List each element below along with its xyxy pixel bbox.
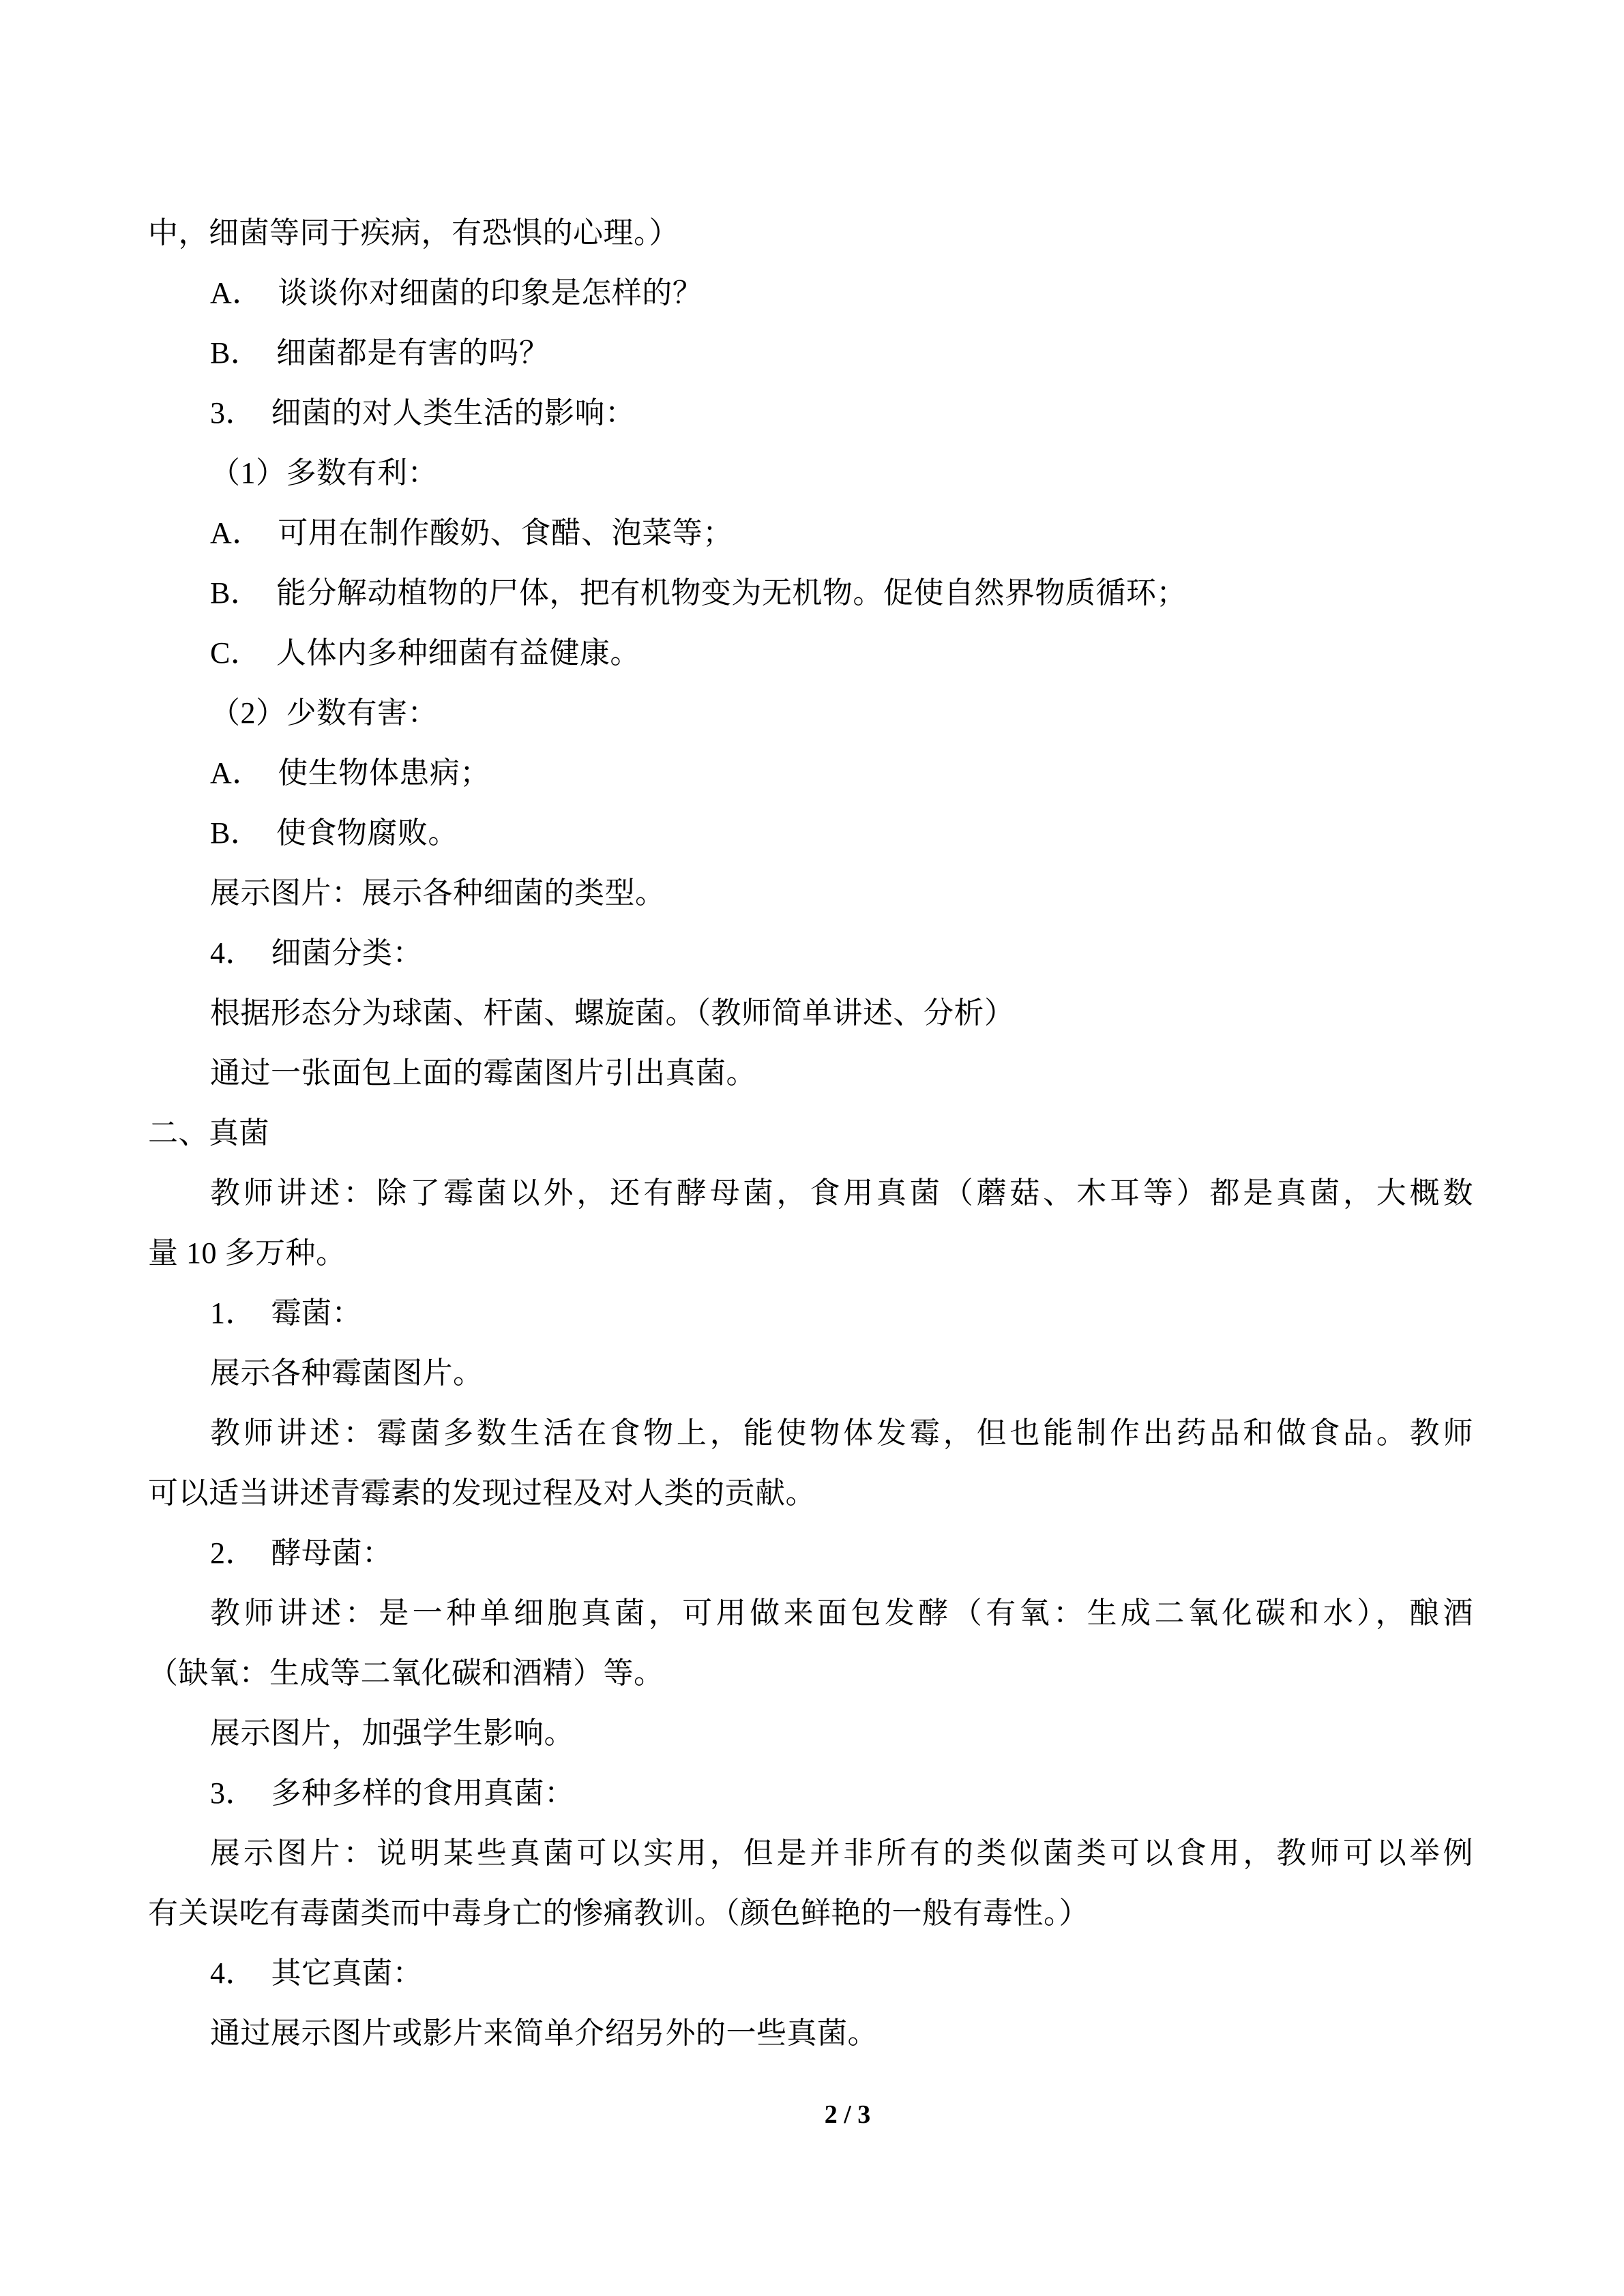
- text-line: 可以适当讲述青霉素的发现过程及对人类的贡献。: [148, 1476, 816, 1510]
- text-line: A． 谈谈你对细菌的印象是怎样的？: [210, 276, 703, 310]
- text-line: 中，细菌等同于疾病，有恐惧的心理。）: [148, 216, 679, 250]
- text-line: （缺氧：生成等二氧化碳和酒精）等。: [148, 1656, 664, 1690]
- text-line: 根据形态分为球菌、杆菌、螺旋菌。（教师简单讲述、分析）: [210, 996, 1015, 1030]
- text-line: 展示图片：说明某些真菌可以实用，但是并非所有的类似菌类可以食用，教师可以举例: [210, 1836, 1473, 1870]
- text-line: 3． 多种多样的食用真菌：: [210, 1776, 575, 1810]
- text-line: C． 人体内多种细菌有益健康。: [210, 636, 640, 670]
- text-line: 有关误吃有毒菌类而中毒身亡的惨痛教训。（颜色鲜艳的一般有毒性。）: [148, 1896, 1089, 1930]
- text-line: 展示图片，加强学生影响。: [210, 1716, 574, 1750]
- text-line: B． 使食物腐败。: [210, 816, 458, 850]
- text-line: （1）多数有利：: [210, 456, 438, 490]
- page-number: 2 / 3: [824, 2100, 871, 2129]
- text-line: 2． 酵母菌：: [210, 1536, 393, 1570]
- text-line: A． 可用在制作酸奶、食醋、泡菜等；: [210, 516, 733, 550]
- text-line: 教师讲述：除了霉菌以外，还有酵母菌，食用真菌（蘑菇、木耳等）都是真菌，大概数: [210, 1176, 1473, 1210]
- text-line: 通过展示图片或影片来简单介绍另外的一些真菌。: [210, 2016, 878, 2050]
- text-line: A． 使生物体患病；: [210, 756, 490, 790]
- text-line: （2）少数有害：: [210, 696, 438, 730]
- text-line: 4． 细菌分类：: [210, 936, 423, 970]
- text-line: 3． 细菌的对人类生活的影响：: [210, 396, 636, 430]
- text-line: 4． 其它真菌：: [210, 1956, 423, 1990]
- text-line: 展示各种霉菌图片。: [210, 1356, 484, 1390]
- text-line: 教师讲述：霉菌多数生活在食物上，能使物体发霉，但也能制作出药品和做食品。教师: [210, 1416, 1473, 1450]
- text-line: B． 细菌都是有害的吗？: [210, 336, 550, 370]
- text-line: 展示图片：展示各种细菌的类型。: [210, 876, 666, 910]
- text-line: 量 10 多万种。: [148, 1236, 346, 1270]
- text-line: 二、真菌: [148, 1116, 269, 1150]
- text-line: 通过一张面包上面的霉菌图片引出真菌。: [210, 1056, 756, 1090]
- document-body: [148, 203, 1473, 2063]
- text-line: B． 能分解动植物的尸体，把有机物变为无机物。促使自然界物质循环；: [210, 576, 1187, 610]
- text-line: 教师讲述：是一种单细胞真菌，可用做来面包发酵（有氧：生成二氧化碳和水），酿酒: [210, 1596, 1473, 1630]
- text-line: 1． 霉菌：: [210, 1296, 362, 1330]
